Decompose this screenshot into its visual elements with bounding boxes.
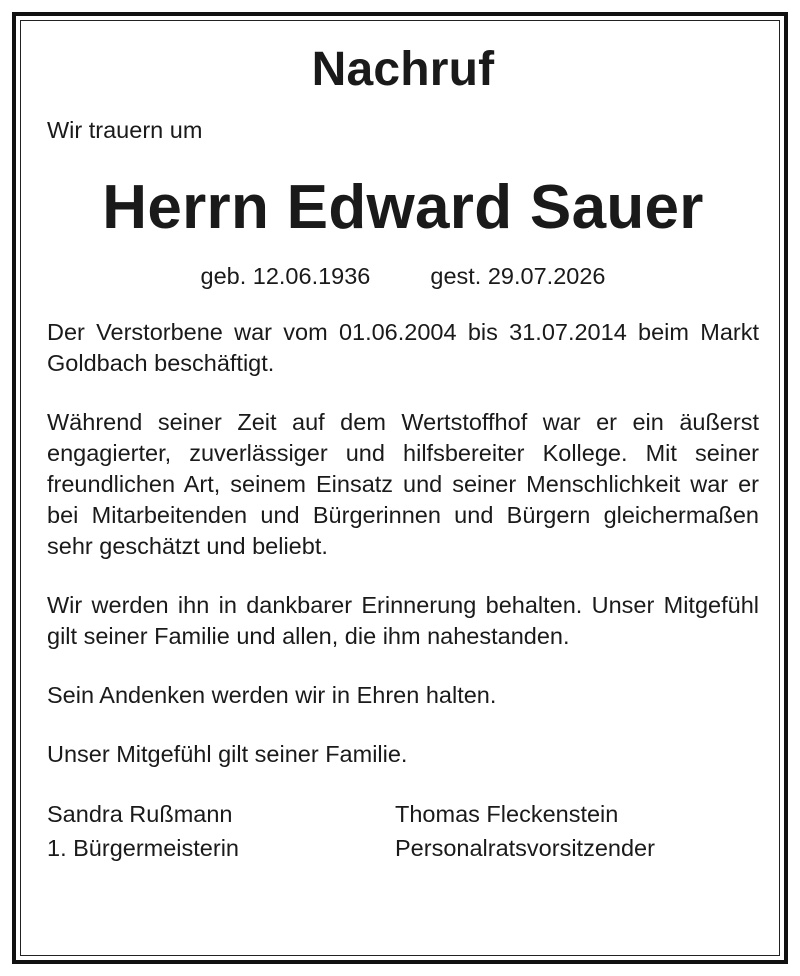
signatory-name: Thomas Fleckenstein xyxy=(395,801,619,827)
deceased-name: Herrn Edward Sauer xyxy=(102,173,704,242)
paragraph-honor: Sein Andenken werden wir in Ehren halten. xyxy=(47,682,497,708)
paragraph-remembrance: Wir werden ihn in dankbarer Erinnerung behalten. Unser Mitgefühl gilt seiner Familie und allen, die ihm nahestanden. xyxy=(47,592,759,649)
birth-date: geb. 12.06.1936 xyxy=(200,263,371,289)
obituary-notice xyxy=(47,40,759,865)
paragraph-employment: Der Verstorbene war vom 01.06.2004 bis 31.07.2014 beim Markt Goldbach beschäftigt. xyxy=(47,319,759,376)
signatory-staff-council xyxy=(395,797,655,865)
signatory-name: Sandra Rußmann xyxy=(47,801,233,827)
death-date: gest. 29.07.2026 xyxy=(430,263,606,289)
notice-title: Nachruf xyxy=(311,43,495,96)
signatory-role: 1. Bürgermeisterin xyxy=(47,835,239,861)
signatory-role: Personalratsvorsitzender xyxy=(395,835,655,861)
signatory-mayor xyxy=(47,797,395,865)
signatures xyxy=(47,797,759,865)
intro-text: Wir trauern um xyxy=(47,117,203,143)
paragraph-tribute: Während seiner Zeit auf dem Wertstoffhof war er ein äußerst engagierter, zuverlässiger und hilfsbereiter Kollege. Mit seiner freundlichen Art, seinem Einsatz und seiner Menschlichkeit war er bei Mitarbeitenden und Bürgerinnen und Bürgern gleichermaßen sehr geschätzt und beliebt. xyxy=(47,409,759,559)
paragraph-sympathy: Unser Mitgefühl gilt seiner Familie. xyxy=(47,741,408,767)
life-dates xyxy=(47,260,759,292)
